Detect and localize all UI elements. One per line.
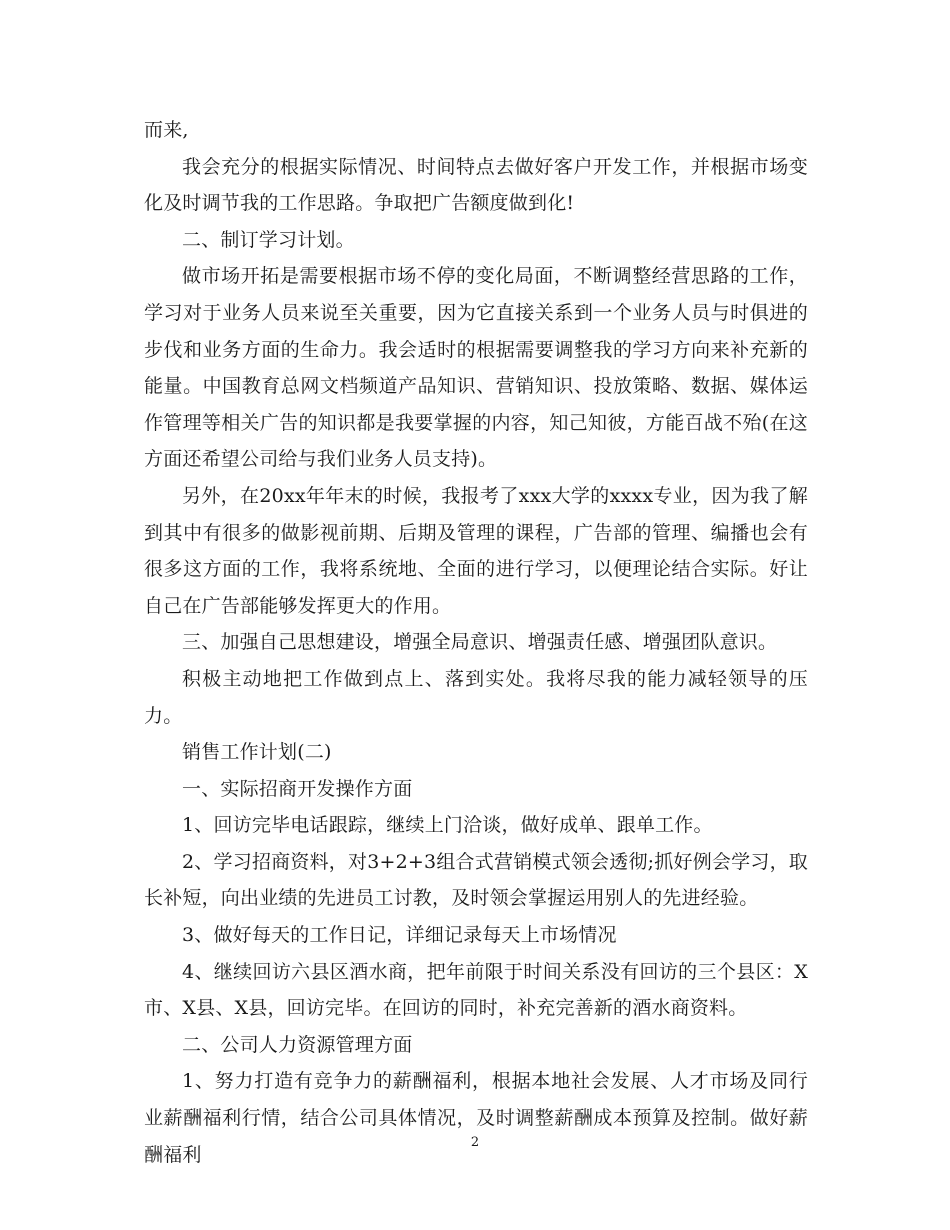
section-heading: 三、加强自己思想建设，增强全局意识、增强责任感、增强团队意识。 bbox=[182, 631, 778, 654]
list-item: 3、做好每天的工作日记，详细记录每天上市场情况 bbox=[182, 924, 617, 947]
paragraph: 我会充分的根据实际情况、时间特点去做好客户开发工作，并根据市场变化及时调节我的工作思路。争取把广告额度做到化! bbox=[144, 155, 808, 215]
paragraph: 积极主动地把工作做到点上、落到实处。我将尽我的能力减轻领导的压力。 bbox=[144, 667, 808, 727]
page-number: 2 bbox=[470, 1135, 480, 1150]
paragraph: 而来, bbox=[144, 119, 189, 141]
list-item: 1、回访完毕电话跟踪，继续上门洽谈，做好成单、跟单工作。 bbox=[182, 814, 713, 837]
section-heading: 二、公司人力资源管理方面 bbox=[182, 1033, 413, 1056]
list-item: 2、学习招商资料，对3+2+3组合式营销模式领会透彻;抓好例会学习，取长补短，向出业绩的先进员工讨教，及时领会掌握运用别人的先进经验。 bbox=[144, 850, 808, 910]
section-heading: 二、制订学习计划。 bbox=[182, 228, 355, 251]
paragraph: 做市场开拓是需要根据市场不停的变化局面，不断调整经营思路的工作，学习对于业务人员来说至关重要，因为它直接关系到一个业务人员与时俱进的步伐和业务方面的生命力。我会适时的根据需要调整我的学习方向来补充新的能量。中国教育总网文档频道产品知识、营销知识、投放策略、数据、媒体运作管理等相关广告的知识都是我要掌握的内容，知己知彼，方能百战不殆(在这方面还希望公司给与我们业务人员支持)。 bbox=[144, 265, 808, 471]
list-item: 4、继续回访六县区酒水商，把年前限于时间关系没有回访的三个县区：X市、X县、X县，回访完毕。在回访的同时，补充完善新的酒水商资料。 bbox=[144, 960, 808, 1020]
document-body bbox=[144, 112, 808, 1173]
section-heading: 一、实际招商开发操作方面 bbox=[182, 777, 413, 800]
paragraph: 另外，在20xx年年末的时候，我报考了xxx大学的xxxx专业，因为我了解到其中有很多的做影视前期、后期及管理的课程，广告部的管理、编播也会有很多这方面的工作，我将系统地、全面的进行学习，以便理论结合实际。好让自己在广告部能够发挥更大的作用。 bbox=[144, 484, 808, 617]
document-title: 销售工作计划(二) bbox=[182, 741, 332, 764]
list-item: 1、努力打造有竞争力的薪酬福利，根据本地社会发展、人才市场及同行业薪酬福利行情，结合公司具体情况，及时调整薪酬成本预算及控制。做好薪酬福利 bbox=[144, 1070, 808, 1166]
